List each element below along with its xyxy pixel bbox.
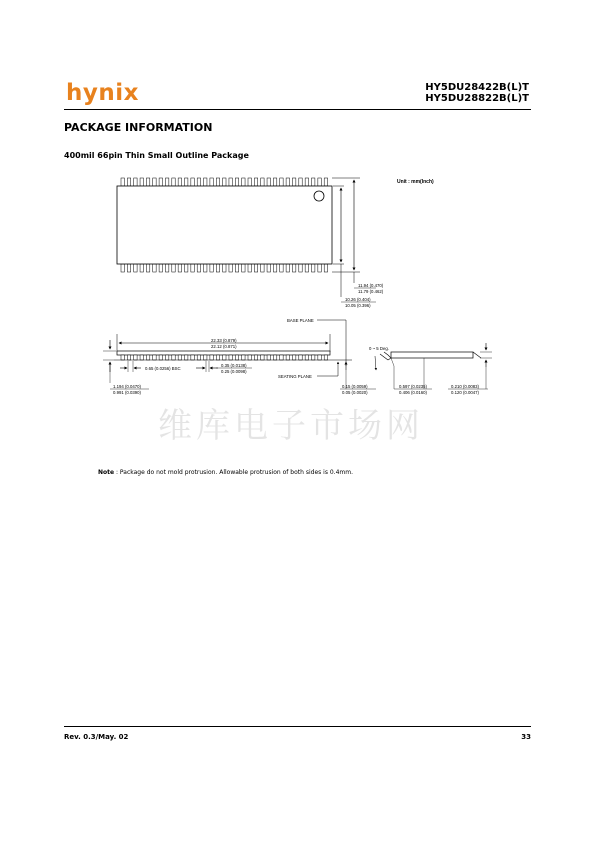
lead-pin xyxy=(235,178,238,186)
lead-pin xyxy=(121,178,124,186)
lead-pin xyxy=(235,264,238,272)
seating-plane-label: SEATING PLANE xyxy=(278,374,312,379)
lead-pin xyxy=(121,355,124,360)
package-body-top-view xyxy=(117,186,332,264)
lead-pin xyxy=(261,355,264,360)
lead-pin xyxy=(254,355,257,360)
lead-pin xyxy=(324,178,327,186)
lead-pin xyxy=(153,178,156,186)
body-width-max-label: 10.26 (0.404) xyxy=(345,297,371,302)
lead-width-max-label: 0.35 (0.0138) xyxy=(221,363,247,368)
lead-pin xyxy=(267,355,270,360)
foot-max-label: 0.597 (0.0235) xyxy=(399,384,427,389)
lead-pin xyxy=(299,355,302,360)
lead-pin xyxy=(191,355,194,360)
lead-pin xyxy=(318,178,321,186)
angle-label: 0 ~ 5 Deg. xyxy=(369,346,389,351)
height-min-label: 0.991 (0.0390) xyxy=(113,390,141,395)
length-min-label: 22.12 (0.871) xyxy=(211,344,237,349)
lead-pin xyxy=(121,264,124,272)
lead-pin xyxy=(267,264,270,272)
lead-pin xyxy=(165,355,168,360)
page-number: 33 xyxy=(521,733,531,741)
lead-pin xyxy=(204,355,207,360)
lead-pin xyxy=(312,264,315,272)
lead-pin xyxy=(165,178,168,186)
lead-pin xyxy=(172,178,175,186)
revision-label: Rev. 0.3/May. 02 xyxy=(64,733,129,741)
standoff-min-label: 0.05 (0.0020) xyxy=(342,390,368,395)
lead-pin xyxy=(197,355,200,360)
lead-pin xyxy=(286,264,289,272)
lead-pin xyxy=(140,355,143,360)
lead-pin xyxy=(261,178,264,186)
lead-pin xyxy=(146,355,149,360)
note-text: : Package do not mold protrusion. Allowable protrusion of both sides is 0.4mm. xyxy=(114,469,354,476)
lead-pin xyxy=(134,264,137,272)
lead-pin xyxy=(229,355,232,360)
lead-pin xyxy=(324,355,327,360)
lead-pin xyxy=(292,178,295,186)
lead-pin xyxy=(242,355,245,360)
lead-pin xyxy=(185,178,188,186)
lead-pin xyxy=(178,355,181,360)
lead-pin xyxy=(172,355,175,360)
lead-pin xyxy=(286,355,289,360)
watermark: 维库电子市场网 xyxy=(158,406,424,446)
lead-pin xyxy=(146,264,149,272)
part-number-1: HY5DU28422B(L)T xyxy=(425,82,529,93)
lead-pin xyxy=(178,264,181,272)
lead-pin xyxy=(210,264,213,272)
lead-pin xyxy=(172,264,175,272)
lead-pin xyxy=(140,264,143,272)
lead-pin xyxy=(261,264,264,272)
lead-detail-body xyxy=(391,352,473,358)
length-max-label: 22.33 (0.879) xyxy=(211,338,237,343)
lead-pin xyxy=(235,355,238,360)
pitch-label: 0.65 (0.0256) BSC xyxy=(145,366,181,371)
lead-pin xyxy=(305,178,308,186)
lead-pin xyxy=(318,355,321,360)
lead-pin xyxy=(178,178,181,186)
lead-pin xyxy=(204,178,207,186)
lead-pin xyxy=(286,178,289,186)
thickness-min-label: 0.120 (0.0047) xyxy=(451,390,479,395)
lead-pin xyxy=(210,355,213,360)
lead-pin xyxy=(127,264,130,272)
lead-pin xyxy=(140,178,143,186)
width-min-label: 11.79 (0.462) xyxy=(358,289,384,294)
lead-width-min-label: 0.25 (0.0098) xyxy=(221,369,247,374)
lead-pin xyxy=(165,264,168,272)
lead-pin xyxy=(191,178,194,186)
lead-pin xyxy=(312,355,315,360)
lead-pin xyxy=(127,355,130,360)
lead-pin xyxy=(185,264,188,272)
package-note xyxy=(98,469,353,476)
lead-pin xyxy=(197,264,200,272)
base-plane-label: BASE PLANE xyxy=(287,318,314,323)
top-lead-row xyxy=(121,178,328,186)
lead-pin xyxy=(299,264,302,272)
lead-pin xyxy=(204,264,207,272)
lead-pin xyxy=(242,178,245,186)
lead-pin xyxy=(280,264,283,272)
lead-pin xyxy=(292,355,295,360)
lead-pin xyxy=(280,355,283,360)
lead-pin xyxy=(273,355,276,360)
lead-pin xyxy=(305,264,308,272)
lead-pin xyxy=(248,264,251,272)
lead-pin xyxy=(305,355,308,360)
lead-pin xyxy=(127,178,130,186)
height-max-label: 1.194 (0.0470) xyxy=(113,384,141,389)
note-label: Note xyxy=(98,469,115,476)
lead-pin xyxy=(134,178,137,186)
lead-bend-detail xyxy=(380,354,388,360)
lead-pin xyxy=(146,178,149,186)
lead-pin xyxy=(273,178,276,186)
body-width-min-label: 10.05 (0.396) xyxy=(345,303,371,308)
lead-pin xyxy=(134,355,137,360)
lead-pin xyxy=(280,178,283,186)
lead-pin xyxy=(318,264,321,272)
lead-pin xyxy=(159,355,162,360)
lead-pin xyxy=(312,178,315,186)
lead-pin xyxy=(159,178,162,186)
lead-pin xyxy=(267,178,270,186)
lead-pin xyxy=(159,264,162,272)
lead-pin xyxy=(229,178,232,186)
hynix-logo: hynix xyxy=(66,80,139,106)
lead-pin xyxy=(153,355,156,360)
lead-pin xyxy=(324,264,327,272)
lead-pin xyxy=(216,355,219,360)
lead-pin xyxy=(216,178,219,186)
lead-pin xyxy=(248,178,251,186)
unit-label: Unit : mm(Inch) xyxy=(397,179,434,185)
part-number-2: HY5DU28822B(L)T xyxy=(425,93,529,104)
lead-pin xyxy=(248,355,251,360)
page-title: PACKAGE INFORMATION xyxy=(64,121,213,134)
foot-min-label: 0.406 (0.0160) xyxy=(399,390,427,395)
lead-pin xyxy=(197,178,200,186)
bottom-lead-row xyxy=(121,264,328,272)
lead-pin xyxy=(242,264,245,272)
lead-pin xyxy=(223,264,226,272)
package-body-side-view xyxy=(117,351,330,355)
lead-pin xyxy=(292,264,295,272)
lead-pin xyxy=(223,178,226,186)
lead-pin xyxy=(191,264,194,272)
lead-pin xyxy=(229,264,232,272)
lead-pin xyxy=(254,264,257,272)
thickness-max-label: 0.210 (0.0083) xyxy=(451,384,479,389)
lead-pin xyxy=(273,264,276,272)
standoff-max-label: 0.15 (0.0059) xyxy=(342,384,368,389)
lead-pin xyxy=(210,178,213,186)
lead-pin xyxy=(254,178,257,186)
lead-pin xyxy=(185,355,188,360)
side-lead-row xyxy=(121,355,328,360)
lead-pin xyxy=(299,178,302,186)
width-max-label: 11.94 (0.470) xyxy=(358,283,384,288)
footer-rule xyxy=(64,726,531,727)
lead-pin xyxy=(216,264,219,272)
package-subtitle: 400mil 66pin Thin Small Outline Package xyxy=(64,151,249,160)
lead-pin xyxy=(223,355,226,360)
lead-pin xyxy=(153,264,156,272)
